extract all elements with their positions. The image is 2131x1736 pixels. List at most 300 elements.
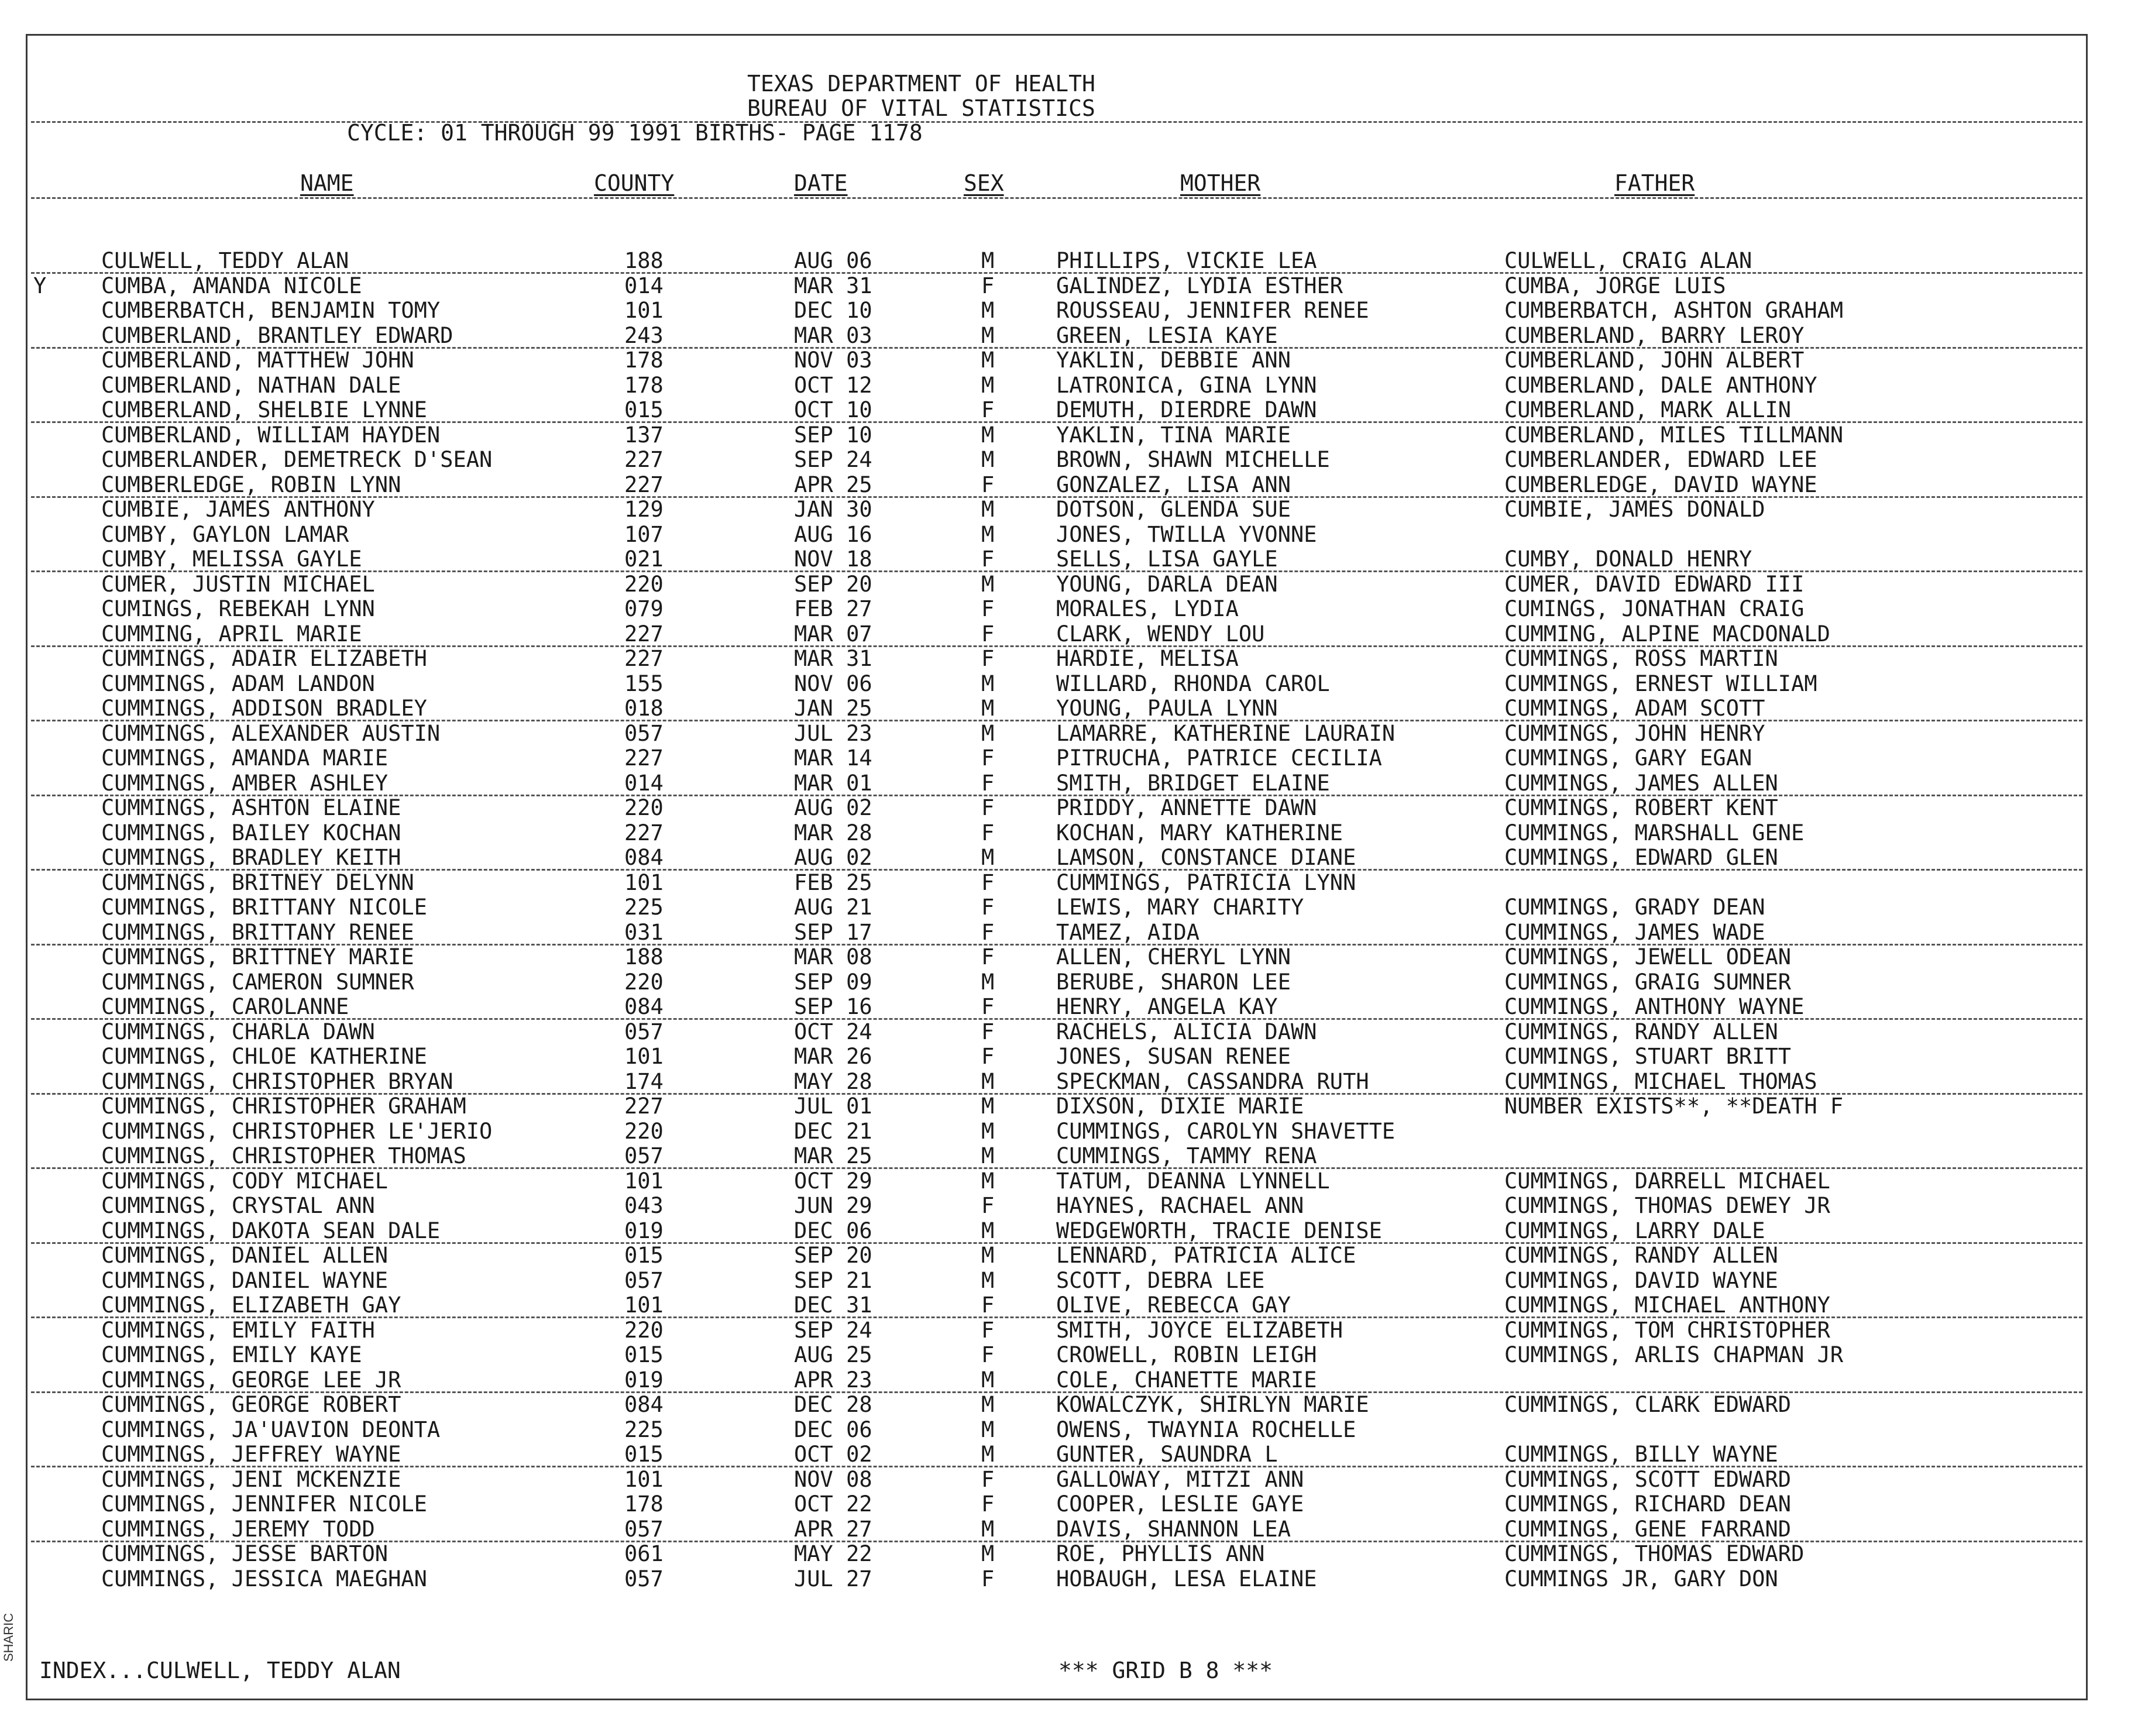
- record-name: CUMMINGS, JEREMY TODD: [101, 1516, 375, 1542]
- record-sex: F: [981, 1317, 995, 1343]
- column-header-sex: SEX: [964, 170, 1004, 196]
- record-mother: GUNTER, SAUNDRA L: [1056, 1442, 1278, 1467]
- record-father: CUMMING, ALPINE MACDONALD: [1504, 621, 1830, 647]
- record-date: AUG 25: [794, 1342, 872, 1367]
- record-date: SEP 20: [794, 571, 872, 597]
- record-mother: HARDIE, MELISA: [1056, 646, 1239, 671]
- record-father: CUMBA, JORGE LUIS: [1504, 273, 1726, 298]
- table-row: [28, 945, 2086, 970]
- record-father: CUMBERBATCH, ASHTON GRAHAM: [1504, 298, 1844, 323]
- record-county: 015: [624, 1342, 664, 1367]
- record-name: CUMBERLEDGE, ROBIN LYNN: [101, 472, 401, 497]
- table-row: [28, 1194, 2086, 1218]
- table-row: [28, 796, 2086, 820]
- record-county: 084: [624, 1392, 664, 1417]
- record-sex: M: [981, 720, 995, 746]
- record-county: 227: [624, 820, 664, 845]
- record-name: CUMMINGS, CHRISTOPHER GRAHAM: [101, 1094, 466, 1119]
- record-sex: F: [981, 621, 995, 647]
- record-name: CUMBIE, JAMES ANTHONY: [101, 497, 375, 522]
- record-father: CUMMINGS, ROBERT KENT: [1504, 795, 1778, 820]
- table-row: [28, 1243, 2086, 1268]
- record-county: 220: [624, 571, 664, 597]
- record-date: MAR 26: [794, 1044, 872, 1069]
- record-date: JAN 30: [794, 497, 872, 522]
- record-father: CUMINGS, JONATHAN CRAIG: [1504, 596, 1805, 621]
- record-father: CUMBY, DONALD HENRY: [1504, 546, 1752, 572]
- record-mother: DOTSON, GLENDA SUE: [1056, 497, 1291, 522]
- record-father: CUMMINGS, CLARK EDWARD: [1504, 1392, 1792, 1417]
- record-mother: COOPER, LESLIE GAYE: [1056, 1491, 1304, 1517]
- record-mother: TATUM, DEANNA LYNNELL: [1056, 1168, 1330, 1194]
- record-date: DEC 28: [794, 1392, 872, 1417]
- record-mother: LENNARD, PATRICIA ALICE: [1056, 1243, 1356, 1268]
- record-county: 227: [624, 745, 664, 771]
- table-row: [28, 448, 2086, 472]
- record-father: CUMMINGS, THOMAS DEWEY JR: [1504, 1193, 1830, 1218]
- record-county: 174: [624, 1068, 664, 1094]
- record-name: CUMMINGS, CAROLANNE: [101, 994, 349, 1019]
- record-date: OCT 10: [794, 397, 872, 422]
- table-row: [28, 1070, 2086, 1094]
- record-name: CUMMINGS, EMILY KAYE: [101, 1342, 362, 1367]
- record-name: CUMMINGS, BRITNEY DELYNN: [101, 869, 414, 895]
- record-date: SEP 24: [794, 447, 872, 472]
- record-name: CUMBERLANDER, DEMETRECK D'SEAN: [101, 447, 493, 472]
- record-sex: M: [981, 696, 995, 721]
- record-date: DEC 06: [794, 1417, 872, 1442]
- record-date: AUG 02: [794, 845, 872, 870]
- record-father: CUMMINGS, JAMES WADE: [1504, 919, 1765, 945]
- record-county: 057: [624, 1267, 664, 1293]
- column-header-date: DATE: [794, 170, 848, 196]
- record-father: CUMBIE, JAMES DONALD: [1504, 497, 1765, 522]
- record-county: 031: [624, 919, 664, 945]
- record-date: JUL 01: [794, 1094, 872, 1119]
- record-county: 225: [624, 895, 664, 920]
- record-father: NUMBER EXISTS**, **DEATH F: [1504, 1094, 1844, 1119]
- record-mother: SCOTT, DEBRA LEE: [1056, 1267, 1265, 1293]
- record-mother: ROE, PHYLLIS ANN: [1056, 1541, 1265, 1566]
- table-row: [28, 920, 2086, 945]
- table-row: [28, 473, 2086, 497]
- record-date: NOV 03: [794, 348, 872, 373]
- table-row: [28, 871, 2086, 895]
- record-county: 129: [624, 497, 664, 522]
- record-name: CUMMINGS, JENI MCKENZIE: [101, 1466, 401, 1492]
- record-sex: F: [981, 1566, 995, 1591]
- table-row: [28, 1418, 2086, 1442]
- record-county: 057: [624, 720, 664, 746]
- record-date: MAR 31: [794, 273, 872, 298]
- record-name: CUMMINGS, EMILY FAITH: [101, 1317, 375, 1343]
- record-date: SEP 09: [794, 969, 872, 995]
- record-county: 015: [624, 1243, 664, 1268]
- record-father: CUMMINGS, GRAIG SUMNER: [1504, 969, 1792, 995]
- record-name: CUMBERLAND, BRANTLEY EDWARD: [101, 322, 453, 348]
- record-father: CUMMINGS, SCOTT EDWARD: [1504, 1466, 1792, 1492]
- record-father: CULWELL, CRAIG ALAN: [1504, 248, 1752, 273]
- record-name: CUMMINGS, GEORGE LEE JR: [101, 1367, 401, 1393]
- record-mother: BERUBE, SHARON LEE: [1056, 969, 1291, 995]
- record-sex: F: [981, 1193, 995, 1218]
- record-name: CUMMINGS, DAKOTA SEAN DALE: [101, 1218, 441, 1243]
- table-row: [28, 721, 2086, 746]
- record-sex: F: [981, 820, 995, 845]
- table-row: [28, 547, 2086, 572]
- table-row: [28, 845, 2086, 870]
- record-county: 014: [624, 273, 664, 298]
- record-sex: M: [981, 1094, 995, 1119]
- record-name: CUMMINGS, AMANDA MARIE: [101, 745, 389, 771]
- table-row: [28, 1219, 2086, 1243]
- record-sex: F: [981, 944, 995, 970]
- record-date: MAR 31: [794, 646, 872, 671]
- header-rule-top: [31, 121, 2082, 123]
- record-date: OCT 02: [794, 1442, 872, 1467]
- record-mother: HOBAUGH, LESA ELAINE: [1056, 1566, 1317, 1591]
- record-name: CUMMINGS, DANIEL ALLEN: [101, 1243, 389, 1268]
- record-father: CUMMINGS, GRADY DEAN: [1504, 895, 1765, 920]
- record-sex: M: [981, 1243, 995, 1268]
- record-mother: HAYNES, RACHAEL ANN: [1056, 1193, 1304, 1218]
- record-sex: M: [981, 1218, 995, 1243]
- record-sex: F: [981, 869, 995, 895]
- table-row: [28, 324, 2086, 348]
- record-county: 079: [624, 596, 664, 621]
- record-county: 220: [624, 1118, 664, 1144]
- record-name: CUMBERLAND, MATTHEW JOHN: [101, 348, 414, 373]
- record-sex: F: [981, 895, 995, 920]
- table-row: [28, 274, 2086, 298]
- record-mother: JONES, SUSAN RENEE: [1056, 1044, 1291, 1069]
- record-county: 021: [624, 546, 664, 572]
- footer-grid: *** GRID B 8 ***: [1058, 1658, 1273, 1683]
- table-row: [28, 1517, 2086, 1542]
- record-county: 057: [624, 1019, 664, 1044]
- record-date: NOV 18: [794, 546, 872, 572]
- record-mother: WEDGEWORTH, TRACIE DENISE: [1056, 1218, 1382, 1243]
- record-mother: LAMSON, CONSTANCE DIANE: [1056, 845, 1356, 870]
- record-county: 101: [624, 298, 664, 323]
- table-row: [28, 746, 2086, 771]
- record-father: CUMBERLANDER, EDWARD LEE: [1504, 447, 1817, 472]
- record-sex: F: [981, 919, 995, 945]
- record-county: 084: [624, 845, 664, 870]
- record-date: MAR 01: [794, 770, 872, 796]
- record-name: CUMMINGS, ASHTON ELAINE: [101, 795, 401, 820]
- record-father: CUMBERLAND, JOHN ALBERT: [1504, 348, 1805, 373]
- record-date: SEP 16: [794, 994, 872, 1019]
- record-mother: HENRY, ANGELA KAY: [1056, 994, 1278, 1019]
- record-mother: CROWELL, ROBIN LEIGH: [1056, 1342, 1317, 1367]
- record-county: 043: [624, 1193, 664, 1218]
- record-name: CUMMINGS, CRYSTAL ANN: [101, 1193, 375, 1218]
- record-date: MAR 07: [794, 621, 872, 647]
- record-county: 220: [624, 795, 664, 820]
- record-sex: F: [981, 795, 995, 820]
- record-mother: DIXSON, DIXIE MARIE: [1056, 1094, 1304, 1119]
- table-row: [28, 1393, 2086, 1417]
- table-row: [28, 696, 2086, 721]
- record-county: 057: [624, 1516, 664, 1542]
- record-date: APR 23: [794, 1367, 872, 1393]
- record-sex: F: [981, 1466, 995, 1492]
- record-name: CUMMINGS, GEORGE ROBERT: [101, 1392, 401, 1417]
- record-date: MAY 22: [794, 1541, 872, 1566]
- record-name: CUMMINGS, JA'UAVION DEONTA: [101, 1417, 441, 1442]
- record-date: JAN 25: [794, 696, 872, 721]
- table-row: [28, 1442, 2086, 1467]
- record-mother: TAMEZ, AIDA: [1056, 919, 1200, 945]
- record-date: OCT 22: [794, 1491, 872, 1517]
- table-row: [28, 995, 2086, 1019]
- record-sex: M: [981, 1541, 995, 1566]
- record-date: MAR 14: [794, 745, 872, 771]
- record-sex: F: [981, 1342, 995, 1367]
- document-page: [26, 34, 2088, 1700]
- record-mother: BROWN, SHAWN MICHELLE: [1056, 447, 1330, 472]
- record-date: SEP 24: [794, 1317, 872, 1343]
- record-name: CUMMINGS, BRITTANY RENEE: [101, 919, 414, 945]
- record-name: CUMMINGS, ELIZABETH GAY: [101, 1292, 401, 1318]
- record-father: CUMBERLAND, MILES TILLMANN: [1504, 422, 1844, 448]
- record-father: CUMMINGS, MARSHALL GENE: [1504, 820, 1805, 845]
- record-date: AUG 02: [794, 795, 872, 820]
- record-mother: CLARK, WENDY LOU: [1056, 621, 1265, 647]
- table-row: [28, 1343, 2086, 1367]
- record-mother: GREEN, LESIA KAYE: [1056, 322, 1278, 348]
- table-row: [28, 423, 2086, 448]
- record-name: CUMMINGS, CHARLA DAWN: [101, 1019, 375, 1044]
- record-mother: DEMUTH, DIERDRE DAWN: [1056, 397, 1317, 422]
- record-father: CUMMINGS, EDWARD GLEN: [1504, 845, 1778, 870]
- record-father: CUMMINGS, JEWELL ODEAN: [1504, 944, 1792, 970]
- record-county: 101: [624, 1044, 664, 1069]
- record-date: APR 27: [794, 1516, 872, 1542]
- record-date: MAR 25: [794, 1143, 872, 1168]
- record-date: MAR 03: [794, 322, 872, 348]
- record-father: CUMMINGS, ANTHONY WAYNE: [1504, 994, 1805, 1019]
- record-sex: M: [981, 571, 995, 597]
- record-county: 227: [624, 447, 664, 472]
- record-county: 225: [624, 1417, 664, 1442]
- record-sex: F: [981, 646, 995, 671]
- record-name: CUMBERLAND, SHELBIE LYNNE: [101, 397, 427, 422]
- table-row: [28, 1492, 2086, 1517]
- record-mother: KOCHAN, MARY KATHERINE: [1056, 820, 1343, 845]
- record-date: FEB 25: [794, 869, 872, 895]
- record-name: CUMMINGS, BRITTANY NICOLE: [101, 895, 427, 920]
- record-date: MAR 08: [794, 944, 872, 970]
- record-sex: M: [981, 1392, 995, 1417]
- record-date: AUG 21: [794, 895, 872, 920]
- record-name: CUMMINGS, CHLOE KATHERINE: [101, 1044, 427, 1069]
- record-county: 057: [624, 1566, 664, 1591]
- table-row: [28, 1169, 2086, 1194]
- table-row: [28, 1293, 2086, 1318]
- record-name: CUMMINGS, JESSICA MAEGHAN: [101, 1566, 427, 1591]
- record-name: CUMMINGS, JENNIFER NICOLE: [101, 1491, 427, 1517]
- record-county: 057: [624, 1143, 664, 1168]
- record-sex: M: [981, 1168, 995, 1194]
- table-row: [28, 572, 2086, 597]
- record-father: CUMMINGS, GENE FARRAND: [1504, 1516, 1792, 1542]
- record-mother: CUMMINGS, CAROLYN SHAVETTE: [1056, 1118, 1396, 1144]
- record-county: 155: [624, 671, 664, 696]
- record-mother: YAKLIN, TINA MARIE: [1056, 422, 1291, 448]
- record-county: 015: [624, 1442, 664, 1467]
- table-row: [28, 1044, 2086, 1069]
- bureau-title: BUREAU OF VITAL STATISTICS: [747, 95, 1095, 121]
- record-name: CUMBERBATCH, BENJAMIN TOMY: [101, 298, 441, 323]
- record-date: APR 25: [794, 472, 872, 497]
- record-name: CUMBERLAND, NATHAN DALE: [101, 372, 401, 398]
- record-sex: F: [981, 1491, 995, 1517]
- record-sex: M: [981, 447, 995, 472]
- table-row: [28, 970, 2086, 995]
- record-date: AUG 06: [794, 248, 872, 273]
- record-sex: M: [981, 1516, 995, 1542]
- table-row: [28, 1119, 2086, 1144]
- table-row: [28, 647, 2086, 671]
- record-father: CUMMINGS, MICHAEL ANTHONY: [1504, 1292, 1830, 1318]
- org-title: TEXAS DEPARTMENT OF HEALTH: [747, 71, 1095, 97]
- record-mother: LEWIS, MARY CHARITY: [1056, 895, 1304, 920]
- table-row: [28, 1269, 2086, 1293]
- column-header-name: NAME: [300, 170, 354, 196]
- table-row: [28, 522, 2086, 547]
- record-father: CUMMINGS, TOM CHRISTOPHER: [1504, 1317, 1830, 1343]
- record-name: CUMBA, AMANDA NICOLE: [101, 273, 362, 298]
- record-father: CUMMINGS, GARY EGAN: [1504, 745, 1752, 771]
- record-name: CUMINGS, REBEKAH LYNN: [101, 596, 375, 621]
- record-county: 243: [624, 322, 664, 348]
- table-row: [28, 1467, 2086, 1492]
- record-name: CUMMINGS, BRADLEY KEITH: [101, 845, 401, 870]
- record-sex: M: [981, 1068, 995, 1094]
- record-date: NOV 08: [794, 1466, 872, 1492]
- record-mother: RACHELS, ALICIA DAWN: [1056, 1019, 1317, 1044]
- record-name: CUMMINGS, CODY MICHAEL: [101, 1168, 389, 1194]
- record-date: SEP 10: [794, 422, 872, 448]
- record-sex: M: [981, 845, 995, 870]
- record-date: OCT 29: [794, 1168, 872, 1194]
- record-name: CUMMINGS, BRITTNEY MARIE: [101, 944, 414, 970]
- record-name: CUMMINGS, CHRISTOPHER THOMAS: [101, 1143, 466, 1168]
- record-flag: Y: [33, 273, 47, 298]
- record-county: 107: [624, 521, 664, 547]
- record-mother: CUMMINGS, TAMMY RENA: [1056, 1143, 1317, 1168]
- record-sex: M: [981, 1417, 995, 1442]
- record-sex: F: [981, 273, 995, 298]
- record-county: 178: [624, 1491, 664, 1517]
- table-row: [28, 771, 2086, 796]
- record-county: 188: [624, 944, 664, 970]
- table-row: [28, 597, 2086, 621]
- record-sex: M: [981, 322, 995, 348]
- record-mother: PITRUCHA, PATRICE CECILIA: [1056, 745, 1382, 771]
- table-row: [28, 1368, 2086, 1393]
- record-mother: CUMMINGS, PATRICIA LYNN: [1056, 869, 1356, 895]
- record-name: CUMBY, GAYLON LAMAR: [101, 521, 349, 547]
- table-row: [28, 398, 2086, 422]
- record-date: JUN 29: [794, 1193, 872, 1218]
- table-row: [28, 1020, 2086, 1044]
- record-county: 101: [624, 1292, 664, 1318]
- record-father: CUMMINGS, BILLY WAYNE: [1504, 1442, 1778, 1467]
- record-county: 014: [624, 770, 664, 796]
- table-row: [28, 1542, 2086, 1566]
- record-sex: M: [981, 1367, 995, 1393]
- record-mother: LAMARRE, KATHERINE LAURAIN: [1056, 720, 1396, 746]
- record-county: 084: [624, 994, 664, 1019]
- record-county: 220: [624, 1317, 664, 1343]
- table-row: [28, 622, 2086, 647]
- record-name: CUMMINGS, ALEXANDER AUSTIN: [101, 720, 441, 746]
- record-date: NOV 06: [794, 671, 872, 696]
- record-county: 061: [624, 1541, 664, 1566]
- record-father: CUMMINGS, STUART BRITT: [1504, 1044, 1792, 1069]
- record-county: 178: [624, 372, 664, 398]
- record-sex: F: [981, 1044, 995, 1069]
- record-sex: M: [981, 372, 995, 398]
- record-father: CUMMINGS, MICHAEL THOMAS: [1504, 1068, 1817, 1094]
- record-county: 227: [624, 621, 664, 647]
- record-mother: SELLS, LISA GAYLE: [1056, 546, 1278, 572]
- record-sex: M: [981, 422, 995, 448]
- table-row: [28, 672, 2086, 696]
- record-sex: M: [981, 248, 995, 273]
- header-rule-bottom: [31, 197, 2082, 199]
- record-county: 227: [624, 646, 664, 671]
- record-county: 101: [624, 869, 664, 895]
- record-mother: YAKLIN, DEBBIE ANN: [1056, 348, 1291, 373]
- record-date: FEB 27: [794, 596, 872, 621]
- record-date: SEP 21: [794, 1267, 872, 1293]
- record-date: SEP 20: [794, 1243, 872, 1268]
- record-mother: SMITH, BRIDGET ELAINE: [1056, 770, 1330, 796]
- record-sex: M: [981, 969, 995, 995]
- record-father: CUMMINGS, DAVID WAYNE: [1504, 1267, 1778, 1293]
- record-name: CUMBERLAND, WILLIAM HAYDEN: [101, 422, 441, 448]
- record-date: OCT 24: [794, 1019, 872, 1044]
- table-row: [28, 298, 2086, 323]
- record-mother: PHILLIPS, VICKIE LEA: [1056, 248, 1317, 273]
- record-mother: GONZALEZ, LISA ANN: [1056, 472, 1291, 497]
- record-name: CUMMINGS, ADAIR ELIZABETH: [101, 646, 427, 671]
- record-date: DEC 31: [794, 1292, 872, 1318]
- record-county: 137: [624, 422, 664, 448]
- record-sex: M: [981, 1267, 995, 1293]
- record-sex: M: [981, 1143, 995, 1168]
- footer-index: INDEX...CULWELL, TEDDY ALAN: [39, 1658, 401, 1683]
- column-header-county: COUNTY: [594, 170, 675, 196]
- record-sex: F: [981, 745, 995, 771]
- cycle-line: CYCLE: 01 THROUGH 99 1991 BIRTHS- PAGE 1178: [347, 120, 923, 146]
- record-county: 019: [624, 1218, 664, 1243]
- record-mother: KOWALCZYK, SHIRLYN MARIE: [1056, 1392, 1369, 1417]
- record-name: CUMBY, MELISSA GAYLE: [101, 546, 362, 572]
- record-father: CUMMINGS, ROSS MARTIN: [1504, 646, 1778, 671]
- record-sex: F: [981, 1019, 995, 1044]
- record-mother: GALLOWAY, MITZI ANN: [1056, 1466, 1304, 1492]
- column-header-father: FATHER: [1614, 170, 1695, 196]
- record-father: CUMMINGS, DARRELL MICHAEL: [1504, 1168, 1830, 1194]
- table-row: [28, 249, 2086, 273]
- record-name: CUMMINGS, CAMERON SUMNER: [101, 969, 414, 995]
- record-mother: ROUSSEAU, JENNIFER RENEE: [1056, 298, 1369, 323]
